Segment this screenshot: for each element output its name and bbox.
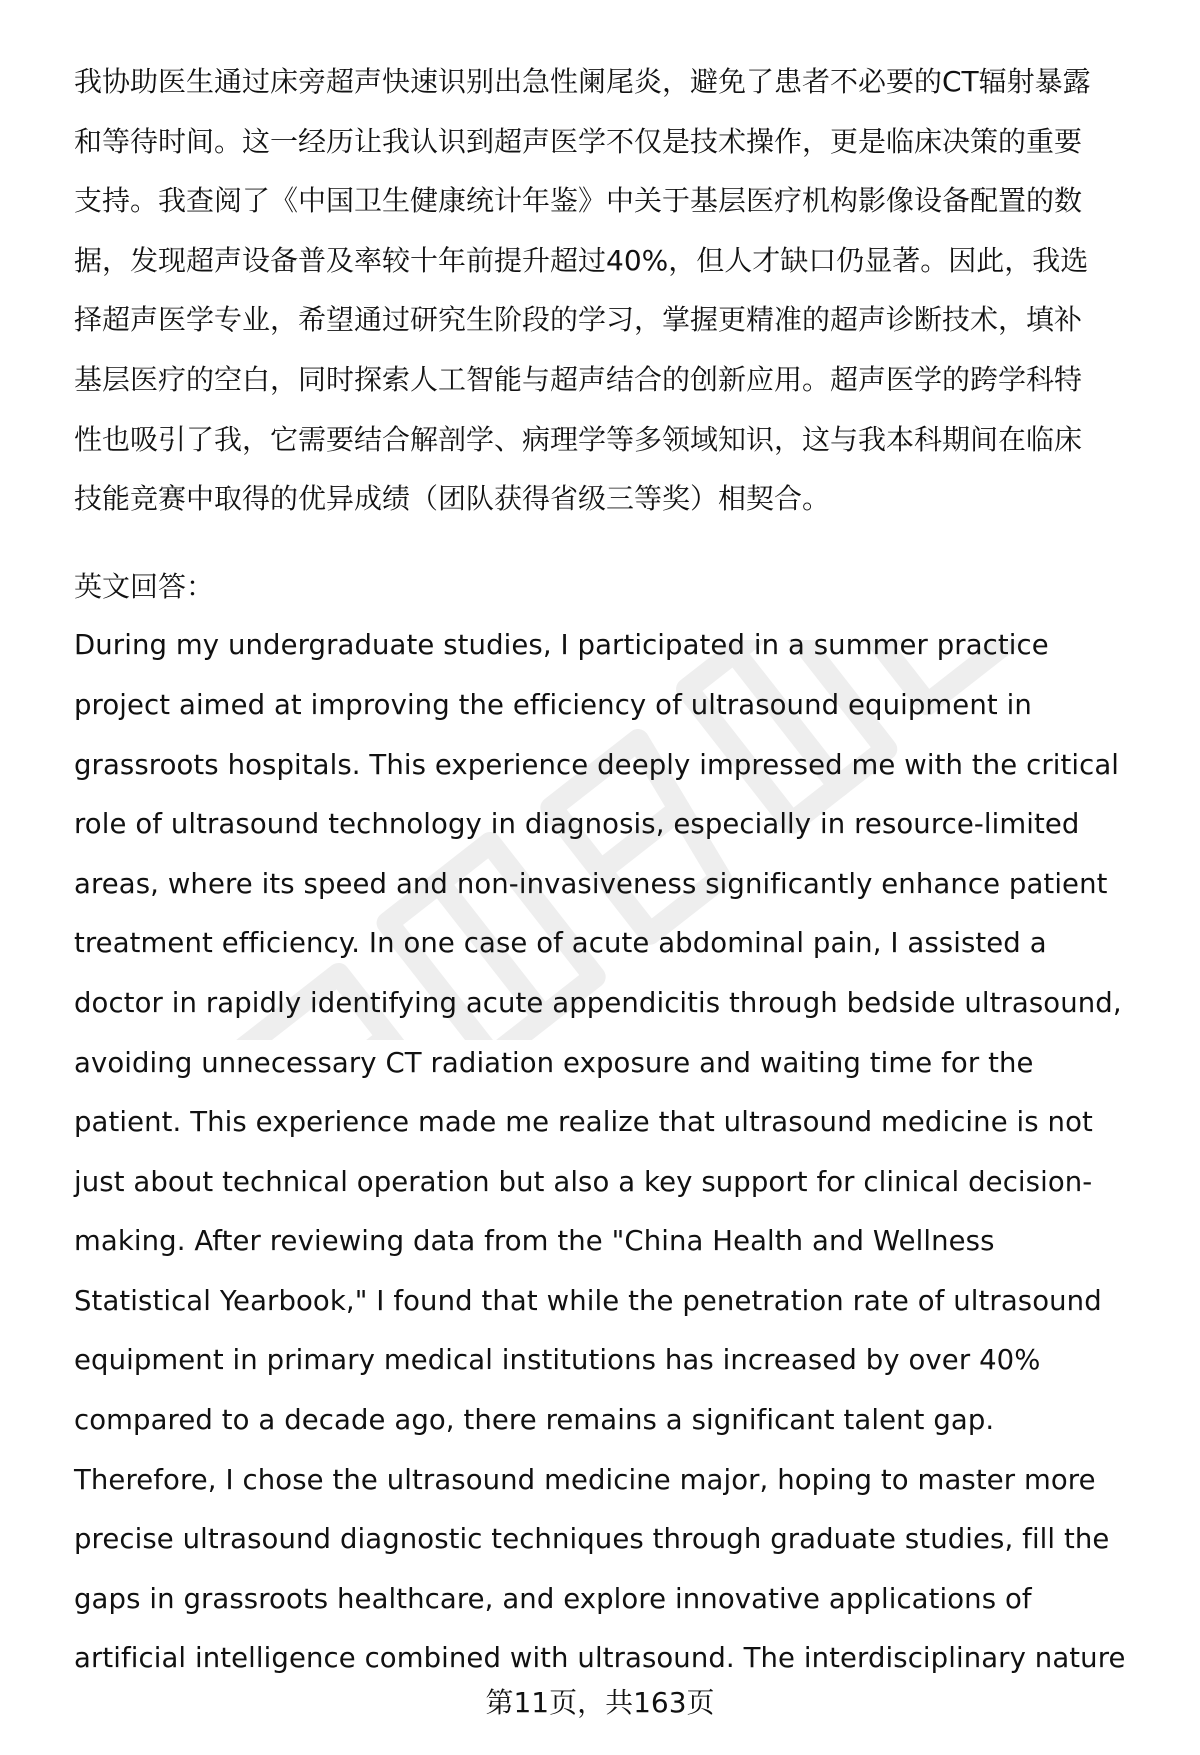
english-paragraph	[74, 616, 1154, 1689]
paragraph-line: treatment efficiency. In one case of acute abdominal pain, I assisted a	[74, 927, 1047, 960]
paragraph-line: 择超声医学专业，希望通过研究生阶段的学习，掌握更精准的超声诊断技术，填补	[74, 303, 1083, 337]
paragraph-line: 我协助医生通过床旁超声快速识别出急性阑尾炎，避免了患者不必要的CT辐射暴露	[74, 65, 1091, 98]
paragraph-line: doctor in rapidly identifying acute appendicitis through bedside ultrasound,	[74, 986, 1122, 1019]
paragraph-line: Therefore, I chose the ultrasound medicine major, hoping to master more	[74, 1463, 1096, 1496]
paragraph-line: Statistical Yearbook," I found that while the penetration rate of ultrasound	[74, 1284, 1102, 1317]
paragraph-line: artificial intelligence combined with ultrasound. The interdisciplinary nature	[74, 1642, 1126, 1675]
paragraph-line: 和等待时间。这一经历让我认识到超声医学不仅是技术操作，更是临床决策的重要	[74, 124, 1083, 158]
paragraph-line: grassroots hospitals. This experience deeply impressed me with the critical	[74, 748, 1120, 781]
paragraph-line: compared to a decade ago, there remains a significant talent gap.	[74, 1404, 995, 1437]
paragraph-line: equipment in primary medical institutions has increased by over 40%	[74, 1344, 1041, 1377]
main-content	[74, 52, 1154, 1689]
paragraph-line: just about technical operation but also a key support for clinical decision-	[74, 1165, 1093, 1198]
paragraph-line: 技能竞赛中取得的优异成绩（团队获得省级三等奖）相契合。	[74, 482, 831, 516]
paragraph-line: gaps in grassroots healthcare, and explore innovative applications of	[74, 1582, 1032, 1615]
paragraph-line: project aimed at improving the efficiency of ultrasound equipment in	[74, 688, 1032, 721]
paragraph-spacer	[74, 529, 1154, 557]
paragraph-line: 支持。我查阅了《中国卫生健康统计年鉴》中关于基层医疗机构影像设备配置的数	[74, 184, 1083, 218]
paragraph-line: avoiding unnecessary CT radiation exposure and waiting time for the	[74, 1046, 1034, 1079]
page-number-footer: 第11页，共163页	[485, 1686, 715, 1719]
paragraph-line: making. After reviewing data from the "China Health and Wellness	[74, 1225, 995, 1258]
paragraph-line: 据，发现超声设备普及率较十年前提升超过40%，但人才缺口仍显著。因此，我选	[74, 243, 1089, 277]
paragraph-line: precise ultrasound diagnostic techniques through graduate studies, fill the	[74, 1523, 1110, 1556]
paragraph-line: 性也吸引了我，它需要结合解剖学、病理学等多领域知识，这与我本科期间在临床	[74, 422, 1083, 456]
paragraph-line: 基层医疗的空白，同时探索人工智能与超声结合的创新应用。超声医学的跨学科特	[74, 362, 1083, 396]
paragraph-line: patient. This experience made me realize that ultrasound medicine is not	[74, 1106, 1093, 1139]
paragraph-line: areas, where its speed and non-invasiveness significantly enhance patient	[74, 867, 1108, 900]
paragraph-line: role of ultrasound technology in diagnosis, especially in resource-limited	[74, 808, 1080, 841]
english-answer-heading: 英文回答：	[74, 569, 215, 603]
paragraph-line: During my undergraduate studies, I participated in a summer practice	[74, 629, 1049, 662]
chinese-paragraph	[74, 52, 1154, 529]
